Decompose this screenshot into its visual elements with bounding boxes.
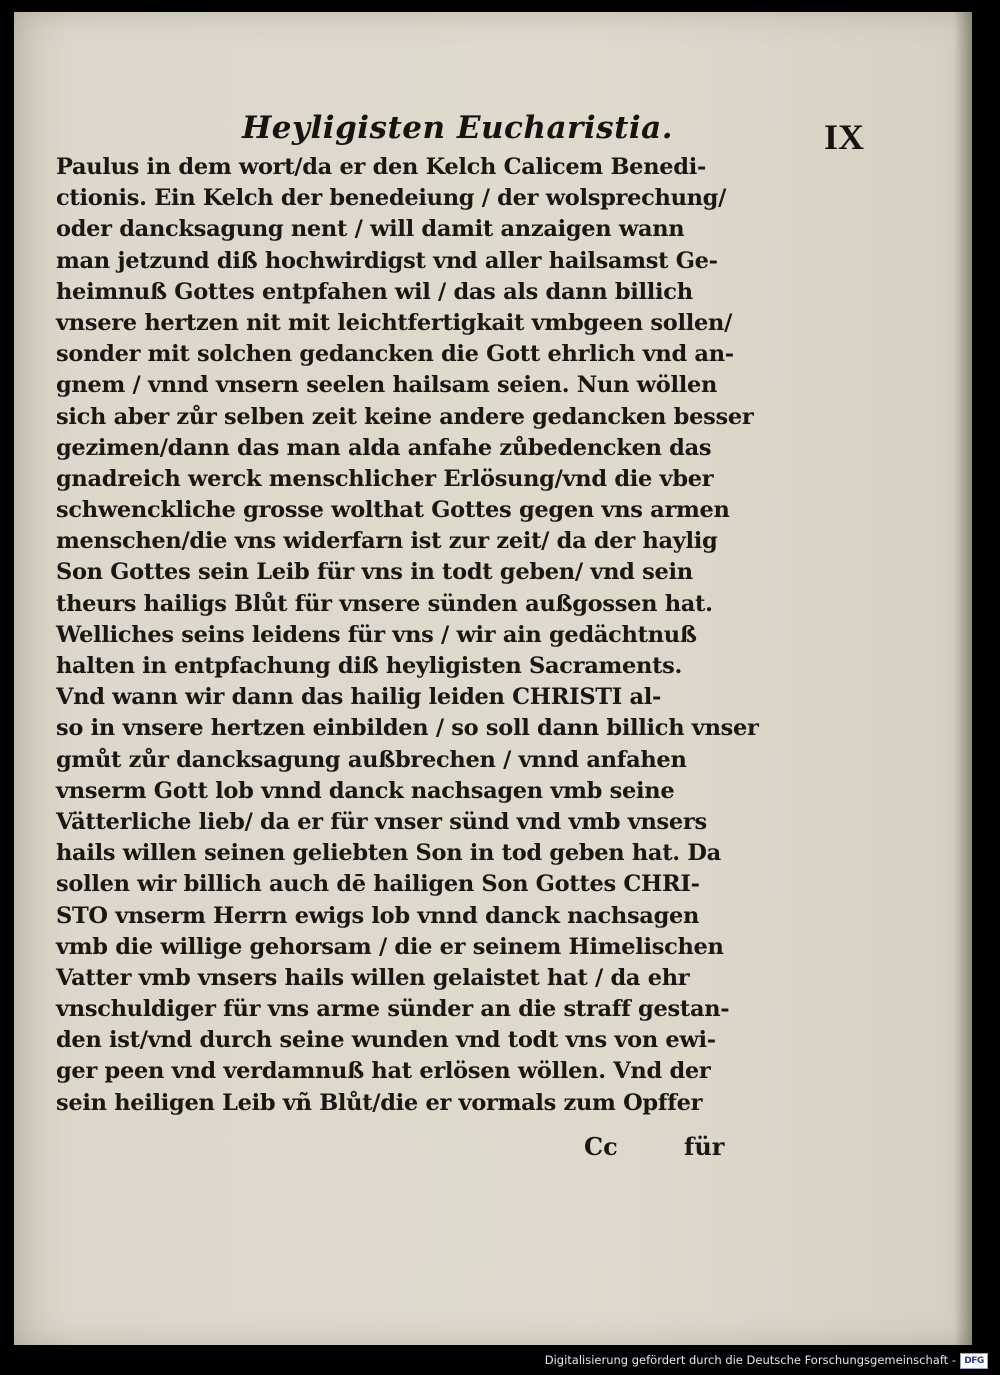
text-line: hails willen seinen geliebten Son in tod geben hat. Da [56, 840, 721, 867]
text-line: sonder mit solchen gedancken die Gott ehrlich vnd an- [56, 341, 734, 368]
text-line: gezimen/dann das man alda anfahe zůbedencken das [56, 434, 712, 461]
text-line: Vätterliche lieb/ da er für vnser sünd vnd vmb vnsers [56, 808, 707, 835]
text-line: oder dancksagung nent / will damit anzaigen wann [56, 216, 685, 243]
catchword: für [684, 1132, 725, 1161]
text-line: halten in entpfachung diß heyligisten Sacraments. [56, 653, 683, 679]
text-line: gmůt zůr dancksagung außbrechen / vnnd anfahen [56, 746, 687, 773]
signature-mark: Cc [584, 1132, 618, 1161]
viewer-footer [0, 1345, 1000, 1375]
text-line: vnschuldiger für vns arme sünder an die straff gestan- [56, 996, 730, 1023]
text-line: so in vnsere hertzen einbilden / so soll dann billich vnser [56, 715, 759, 742]
dfg-logo-icon[interactable]: DFG [960, 1353, 988, 1369]
text-line: Vatter vmb vnsers hails willen gelaistet hat / da ehr [56, 964, 690, 991]
text-line: sich aber zůr selben zeit keine andere gedancken besser [56, 403, 754, 430]
text-line: sein heiligen Leib vñ Blůt/die er vormals zum Opffer [56, 1089, 703, 1116]
text-line: den ist/vnd durch seine wunden vnd todt vns von ewi- [56, 1027, 716, 1054]
text-line: vnsere hertzen nit mit leichtfertigkait vmbgeen sollen/ [56, 309, 732, 336]
text-line: schwenckliche grosse wolthat Gottes gegen vns armen [56, 497, 730, 524]
text-line: Welliches seins leidens für vns / wir ain gedächtnuß [56, 621, 697, 648]
text-line: theurs hailigs Blůt für vnsere sünden außgossen hat. [56, 590, 713, 617]
text-line: vmb die willige gehorsam / die er seinem Himelischen [56, 933, 724, 960]
running-head: Heyligisten Eucharistia. [242, 110, 674, 146]
text-line: ctionis. Ein Kelch der benedeiung / der wolsprechung/ [56, 185, 727, 212]
text-line: ger peen vnd verdamnuß hat erlösen wöllen. Vnd der [56, 1058, 711, 1085]
text-line: menschen/die vns widerfarn ist zur zeit/ da der haylig [56, 528, 718, 555]
text-line: heimnuß Gottes entpfahen wil / das als dann billich [56, 278, 693, 305]
text-line: man jetzund diß hochwirdigst vnd aller hailsamst Ge- [56, 247, 718, 274]
folio-number: IX [824, 117, 865, 157]
funding-credit: Digitalisierung gefördert durch die Deutsche Forschungsgemeinschaft - [544, 1353, 956, 1367]
book-page [14, 12, 972, 1345]
text-line: vnserm Gott lob vnnd danck nachsagen vmb seine [56, 777, 675, 804]
text-line: Vnd wann wir dann das hailig leiden CHRISTI al- [56, 684, 662, 711]
text-line: Son Gottes sein Leib für vns in todt geben/ vnd sein [56, 559, 693, 586]
text-line: gnadreich werck menschlicher Erlösung/vnd die vber [56, 465, 714, 492]
text-line: sollen wir billich auch dē hailigen Son Gottes CHRI- [56, 871, 700, 898]
text-line: Paulus in dem wort/da er den Kelch Calicem Benedi- [56, 154, 706, 180]
page-gutter-shadow [954, 12, 972, 1345]
body-text [56, 152, 759, 1119]
text-line: gnem / vnnd vnsern seelen hailsam seien. Nun wöllen [56, 372, 718, 399]
text-line: STO vnserm Herrn ewigs lob vnnd danck nachsagen [56, 902, 700, 929]
